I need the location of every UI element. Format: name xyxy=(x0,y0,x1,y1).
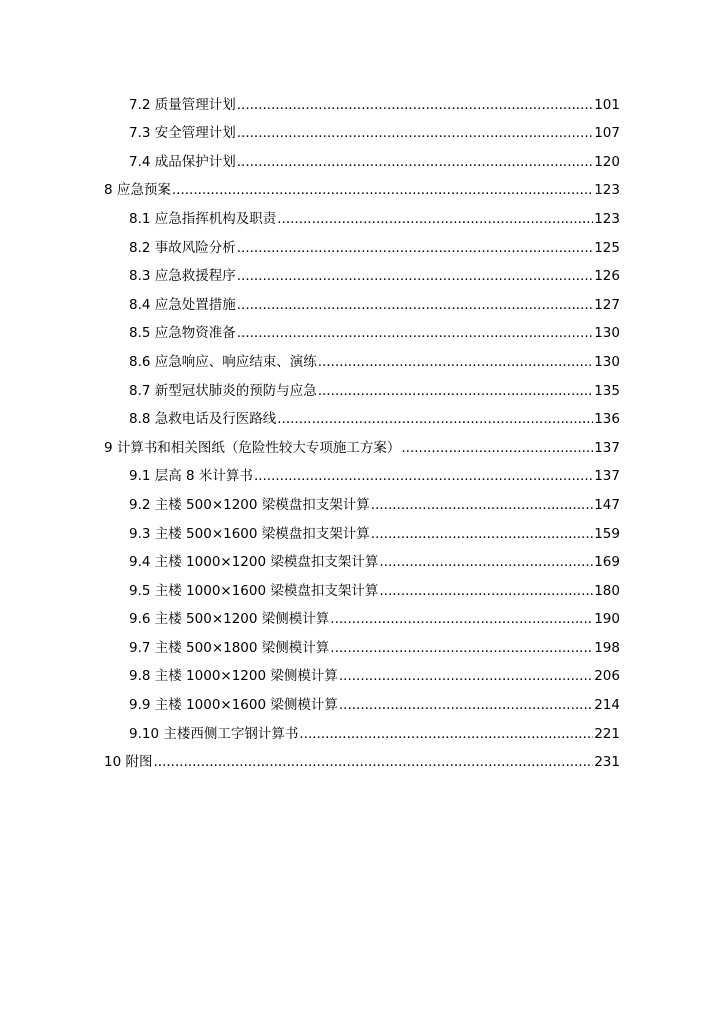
toc-page-number: 130 xyxy=(594,353,620,370)
toc-entry[interactable] xyxy=(0,228,724,257)
toc-entry-title: 9.4 主楼 1000×1200 梁模盘扣支架计算 xyxy=(129,554,379,571)
toc-entry-title: 8.3 应急救援程序 xyxy=(129,268,236,285)
toc-entry-title: 7.4 成品保护计划 xyxy=(129,153,236,170)
toc-entry[interactable] xyxy=(0,543,724,572)
toc-entry-title: 8 应急预案 xyxy=(104,182,171,199)
toc-page-number: 190 xyxy=(594,611,620,628)
toc-page-number: 231 xyxy=(594,754,620,771)
toc-dot-leader xyxy=(379,553,593,571)
toc-entry[interactable] xyxy=(0,142,724,171)
toc-page-number: 126 xyxy=(594,268,620,285)
toc-entry-title: 8.8 急救电话及行医路线 xyxy=(129,411,277,428)
toc-dot-leader xyxy=(237,96,593,114)
toc-page-number: 125 xyxy=(594,239,620,256)
toc-entry[interactable] xyxy=(0,171,724,200)
toc-entry[interactable] xyxy=(0,628,724,657)
toc-dot-leader xyxy=(318,353,593,371)
table-of-contents xyxy=(0,85,724,771)
toc-dot-leader xyxy=(254,467,593,485)
toc-dot-leader xyxy=(237,267,593,285)
toc-entry-title: 7.2 质量管理计划 xyxy=(129,96,236,113)
toc-entry[interactable] xyxy=(0,714,724,743)
toc-page-number: 159 xyxy=(594,525,620,542)
toc-entry[interactable] xyxy=(0,685,724,714)
toc-entry-title: 8.6 应急响应、响应结束、演练 xyxy=(129,353,317,370)
toc-entry[interactable] xyxy=(0,514,724,543)
toc-entry[interactable] xyxy=(0,85,724,114)
toc-dot-leader xyxy=(299,725,593,743)
toc-page-number: 127 xyxy=(594,296,620,313)
toc-dot-leader xyxy=(371,525,593,543)
toc-page-number: 206 xyxy=(594,668,620,685)
toc-page-number: 101 xyxy=(594,96,620,113)
toc-entry-title: 9.6 主楼 500×1200 梁侧模计算 xyxy=(129,611,330,628)
toc-entry[interactable] xyxy=(0,457,724,486)
toc-entry-title: 9.2 主楼 500×1200 梁模盘扣支架计算 xyxy=(129,496,370,513)
toc-entry[interactable] xyxy=(0,657,724,686)
toc-entry-title: 9.1 层高 8 米计算书 xyxy=(129,468,253,485)
toc-entry[interactable] xyxy=(0,114,724,143)
toc-entry[interactable] xyxy=(0,485,724,514)
toc-entry-title: 9.8 主楼 1000×1200 梁侧模计算 xyxy=(129,668,338,685)
toc-entry-title: 8.7 新型冠状肺炎的预防与应急 xyxy=(129,382,317,399)
toc-page-number: 180 xyxy=(594,582,620,599)
toc-dot-leader xyxy=(153,753,593,771)
toc-entry-title: 10 附图 xyxy=(104,754,153,771)
toc-dot-leader xyxy=(330,610,593,628)
toc-entry-title: 9.3 主楼 500×1600 梁模盘扣支架计算 xyxy=(129,525,370,542)
toc-entry-title: 9.5 主楼 1000×1600 梁模盘扣支架计算 xyxy=(129,582,379,599)
toc-dot-leader xyxy=(237,153,593,171)
toc-dot-leader xyxy=(339,696,593,714)
toc-page-number: 123 xyxy=(594,182,620,199)
toc-entry[interactable] xyxy=(0,257,724,286)
toc-dot-leader xyxy=(379,582,593,600)
toc-entry-title: 9.9 主楼 1000×1600 梁侧模计算 xyxy=(129,697,338,714)
toc-dot-leader xyxy=(172,181,593,199)
toc-dot-leader xyxy=(237,124,593,142)
toc-dot-leader xyxy=(237,324,593,342)
toc-page-number: 137 xyxy=(594,439,620,456)
toc-page-number: 221 xyxy=(594,725,620,742)
toc-dot-leader xyxy=(339,667,593,685)
toc-page-number: 107 xyxy=(594,125,620,142)
toc-page-number: 137 xyxy=(594,468,620,485)
toc-dot-leader xyxy=(371,496,593,514)
toc-page-number: 169 xyxy=(594,554,620,571)
toc-dot-leader xyxy=(318,382,593,400)
toc-entry-title: 8.4 应急处置措施 xyxy=(129,296,236,313)
toc-entry[interactable] xyxy=(0,371,724,400)
toc-dot-leader xyxy=(237,239,593,257)
toc-entry-title: 9.10 主楼西侧工字钢计算书 xyxy=(129,725,299,742)
toc-entry[interactable] xyxy=(0,400,724,429)
toc-entry-title: 7.3 安全管理计划 xyxy=(129,125,236,142)
toc-dot-leader xyxy=(237,296,593,314)
toc-entry[interactable] xyxy=(0,571,724,600)
toc-entry-title: 8.5 应急物资准备 xyxy=(129,325,236,342)
toc-page-number: 135 xyxy=(594,382,620,399)
toc-page-number: 198 xyxy=(594,639,620,656)
toc-entry[interactable] xyxy=(0,600,724,629)
toc-entry[interactable] xyxy=(0,428,724,457)
toc-page-number: 147 xyxy=(594,496,620,513)
toc-dot-leader xyxy=(330,639,593,657)
toc-entry-title: 9.7 主楼 500×1800 梁侧模计算 xyxy=(129,639,330,656)
toc-page-number: 136 xyxy=(594,411,620,428)
toc-dot-leader xyxy=(277,210,593,228)
toc-entry[interactable] xyxy=(0,342,724,371)
toc-entry[interactable] xyxy=(0,199,724,228)
toc-entry[interactable] xyxy=(0,743,724,772)
toc-entry-title: 9 计算书和相关图纸（危险性较大专项施工方案） xyxy=(104,439,401,456)
toc-entry-title: 8.1 应急指挥机构及职责 xyxy=(129,210,277,227)
toc-entry[interactable] xyxy=(0,285,724,314)
toc-page-number: 214 xyxy=(594,697,620,714)
toc-page-number: 130 xyxy=(594,325,620,342)
toc-entry[interactable] xyxy=(0,314,724,343)
toc-page-number: 123 xyxy=(594,210,620,227)
toc-page-number: 120 xyxy=(594,153,620,170)
toc-dot-leader xyxy=(277,410,593,428)
toc-entry-title: 8.2 事故风险分析 xyxy=(129,239,236,256)
toc-dot-leader xyxy=(401,439,593,457)
